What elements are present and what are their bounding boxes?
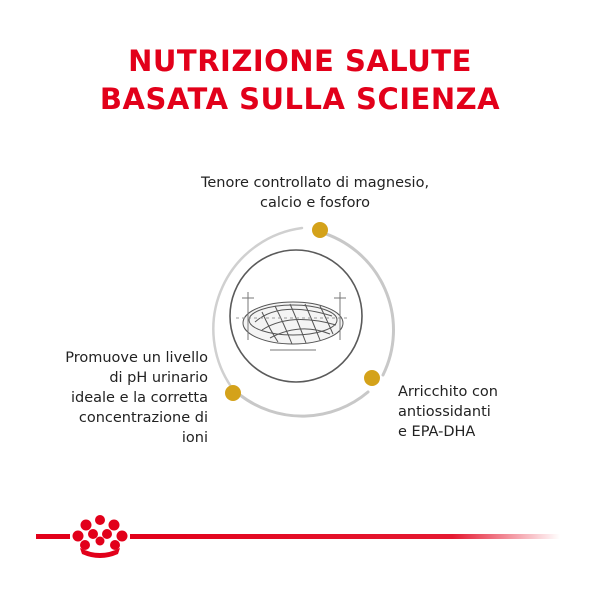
kibble-sketch-icon — [236, 292, 350, 350]
benefit-urinary-ph-line-5: ioni — [181, 430, 208, 446]
benefit-dot-top — [312, 222, 328, 238]
brand-line-right — [130, 534, 560, 539]
benefit-minerals-line-2: calcio e fosforo — [260, 195, 370, 211]
headline-line-2: BASATA SULLA SCIENZA — [99, 82, 501, 116]
outer-ring-arc-right — [320, 232, 393, 375]
benefit-minerals-line-1: Tenore controllato di magnesio, — [200, 175, 430, 191]
benefit-urinary-ph-line-1: Promuove un livello — [65, 350, 208, 366]
brand-footer — [0, 510, 600, 560]
benefit-antioxidants-line-2: antiossidanti — [398, 404, 491, 420]
benefit-urinary-ph-line-3: ideale e la corretta — [70, 390, 208, 406]
benefit-antioxidants-line-1: Arricchito con — [398, 384, 498, 400]
benefit-urinary-ph-line-2: di pH urinario — [109, 370, 208, 386]
benefit-dot-right — [364, 370, 380, 386]
royal-crown-logo-icon — [73, 515, 128, 558]
benefit-antioxidants-line-3: e EPA-DHA — [398, 424, 476, 440]
outer-ring-arc-bottom — [240, 392, 368, 416]
brand-line-left — [36, 534, 70, 539]
benefit-dot-left — [225, 385, 241, 401]
benefit-urinary-ph-line-4: concentrazione di — [78, 410, 208, 426]
headline-line-1: NUTRIZIONE SALUTE — [128, 44, 472, 78]
